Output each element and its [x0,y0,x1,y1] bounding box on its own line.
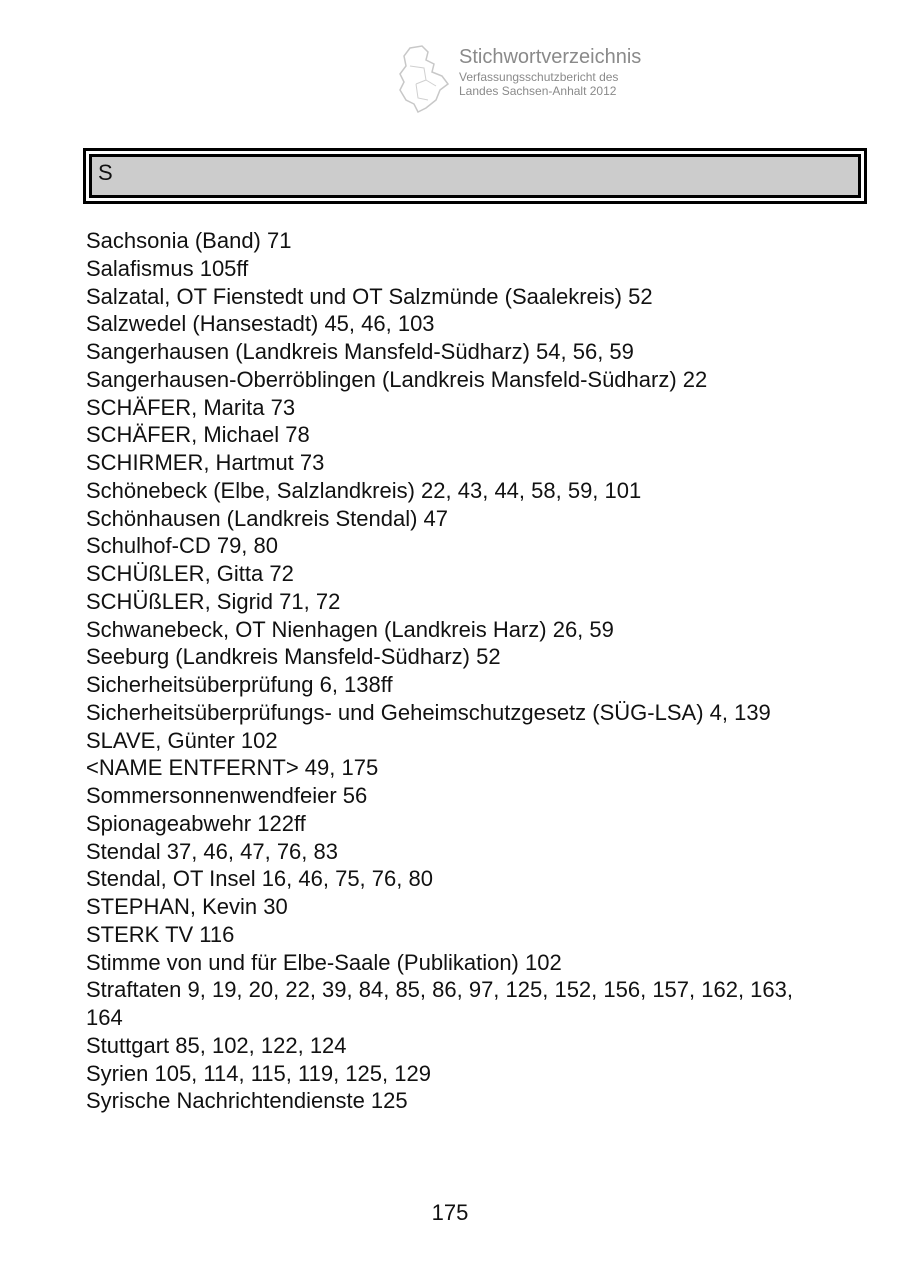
section-letter: S [89,154,861,198]
header-subtitle-line1: Verfassungsschutzbericht des [459,70,619,84]
index-entry: Syrien 105, 114, 115, 119, 125, 129 [86,1060,431,1086]
page-number: 175 [431,1200,469,1225]
index-entry: SCHÄFER, Marita 73 [86,394,296,420]
index-entry: SCHÜßLER, Gitta 72 [86,561,294,586]
header-title: Stichwortverzeichnis [459,46,642,68]
index-entry: Sicherheitsüberprüfung 6, 138ff [86,672,393,697]
index-entry: Syrische Nachrichtendienste 125 [86,1088,408,1114]
index-entry: Schwanebeck, OT Nienhagen (Landkreis Harz) 26, 59 [86,616,614,642]
sachsen-anhalt-map-icon [396,44,452,114]
index-entry: Schönebeck (Elbe, Salzlandkreis) 22, 43, 44, 58, 59, 101 [86,477,642,503]
index-entry: <NAME ENTFERNT> 49, 175 [86,755,379,781]
index-entry: Straftaten 9, 19, 20, 22, 39, 84, 85, 86, 97, 125, 152, 156, 157, 162, 163, 164 [86,977,793,1030]
index-entry: Stuttgart 85, 102, 122, 124 [86,1032,347,1058]
index-entry: STEPHAN, Kevin 30 [86,894,288,919]
section-letter-box [83,148,867,204]
index-entry: SCHÄFER, Michael 78 [86,422,310,448]
index-entry: Salzwedel (Hansestadt) 45, 46, 103 [86,311,435,337]
index-entry: Salafismus 105ff [86,255,249,281]
index-entry: SCHIRMER, Hartmut 73 [86,450,325,475]
index-entry: Schönhausen (Landkreis Stendal) 47 [86,505,449,531]
index-entry: Stimme von und für Elbe-Saale (Publikation) 102 [86,949,562,975]
index-entry: Stendal 37, 46, 47, 76, 83 [86,838,338,864]
index-entry: Salzatal, OT Fienstedt und OT Salzmünde (Saalekreis) 52 [86,283,653,309]
index-entry: Sachsonia (Band) 71 [86,228,292,253]
index-entry: Sicherheitsüberprüfungs- und Geheimschutzgesetz (SÜG-LSA) 4, 139 [86,699,771,725]
index-entry: STERK TV 116 [86,921,235,947]
index-entry: Stendal, OT Insel 16, 46, 75, 76, 80 [86,866,433,892]
index-entry: Sommersonnenwendfeier 56 [86,783,368,808]
index-entry: Sangerhausen-Oberröblingen (Landkreis Mansfeld-Südharz) 22 [86,366,708,392]
index-entry: Spionageabwehr 122ff [86,810,306,836]
index-entry: Sangerhausen (Landkreis Mansfeld-Südharz) 54, 56, 59 [86,339,634,364]
header-subtitle-line2: Landes Sachsen-Anhalt 2012 [459,84,617,98]
page-header [396,42,676,116]
index-entry: SCHÜßLER, Sigrid 71, 72 [86,588,341,614]
index-entry: Seeburg (Landkreis Mansfeld-Südharz) 52 [86,644,501,670]
index-entry-list [86,227,846,1115]
index-entry: Schulhof-CD 79, 80 [86,533,278,559]
index-entry: SLAVE, Günter 102 [86,727,278,753]
